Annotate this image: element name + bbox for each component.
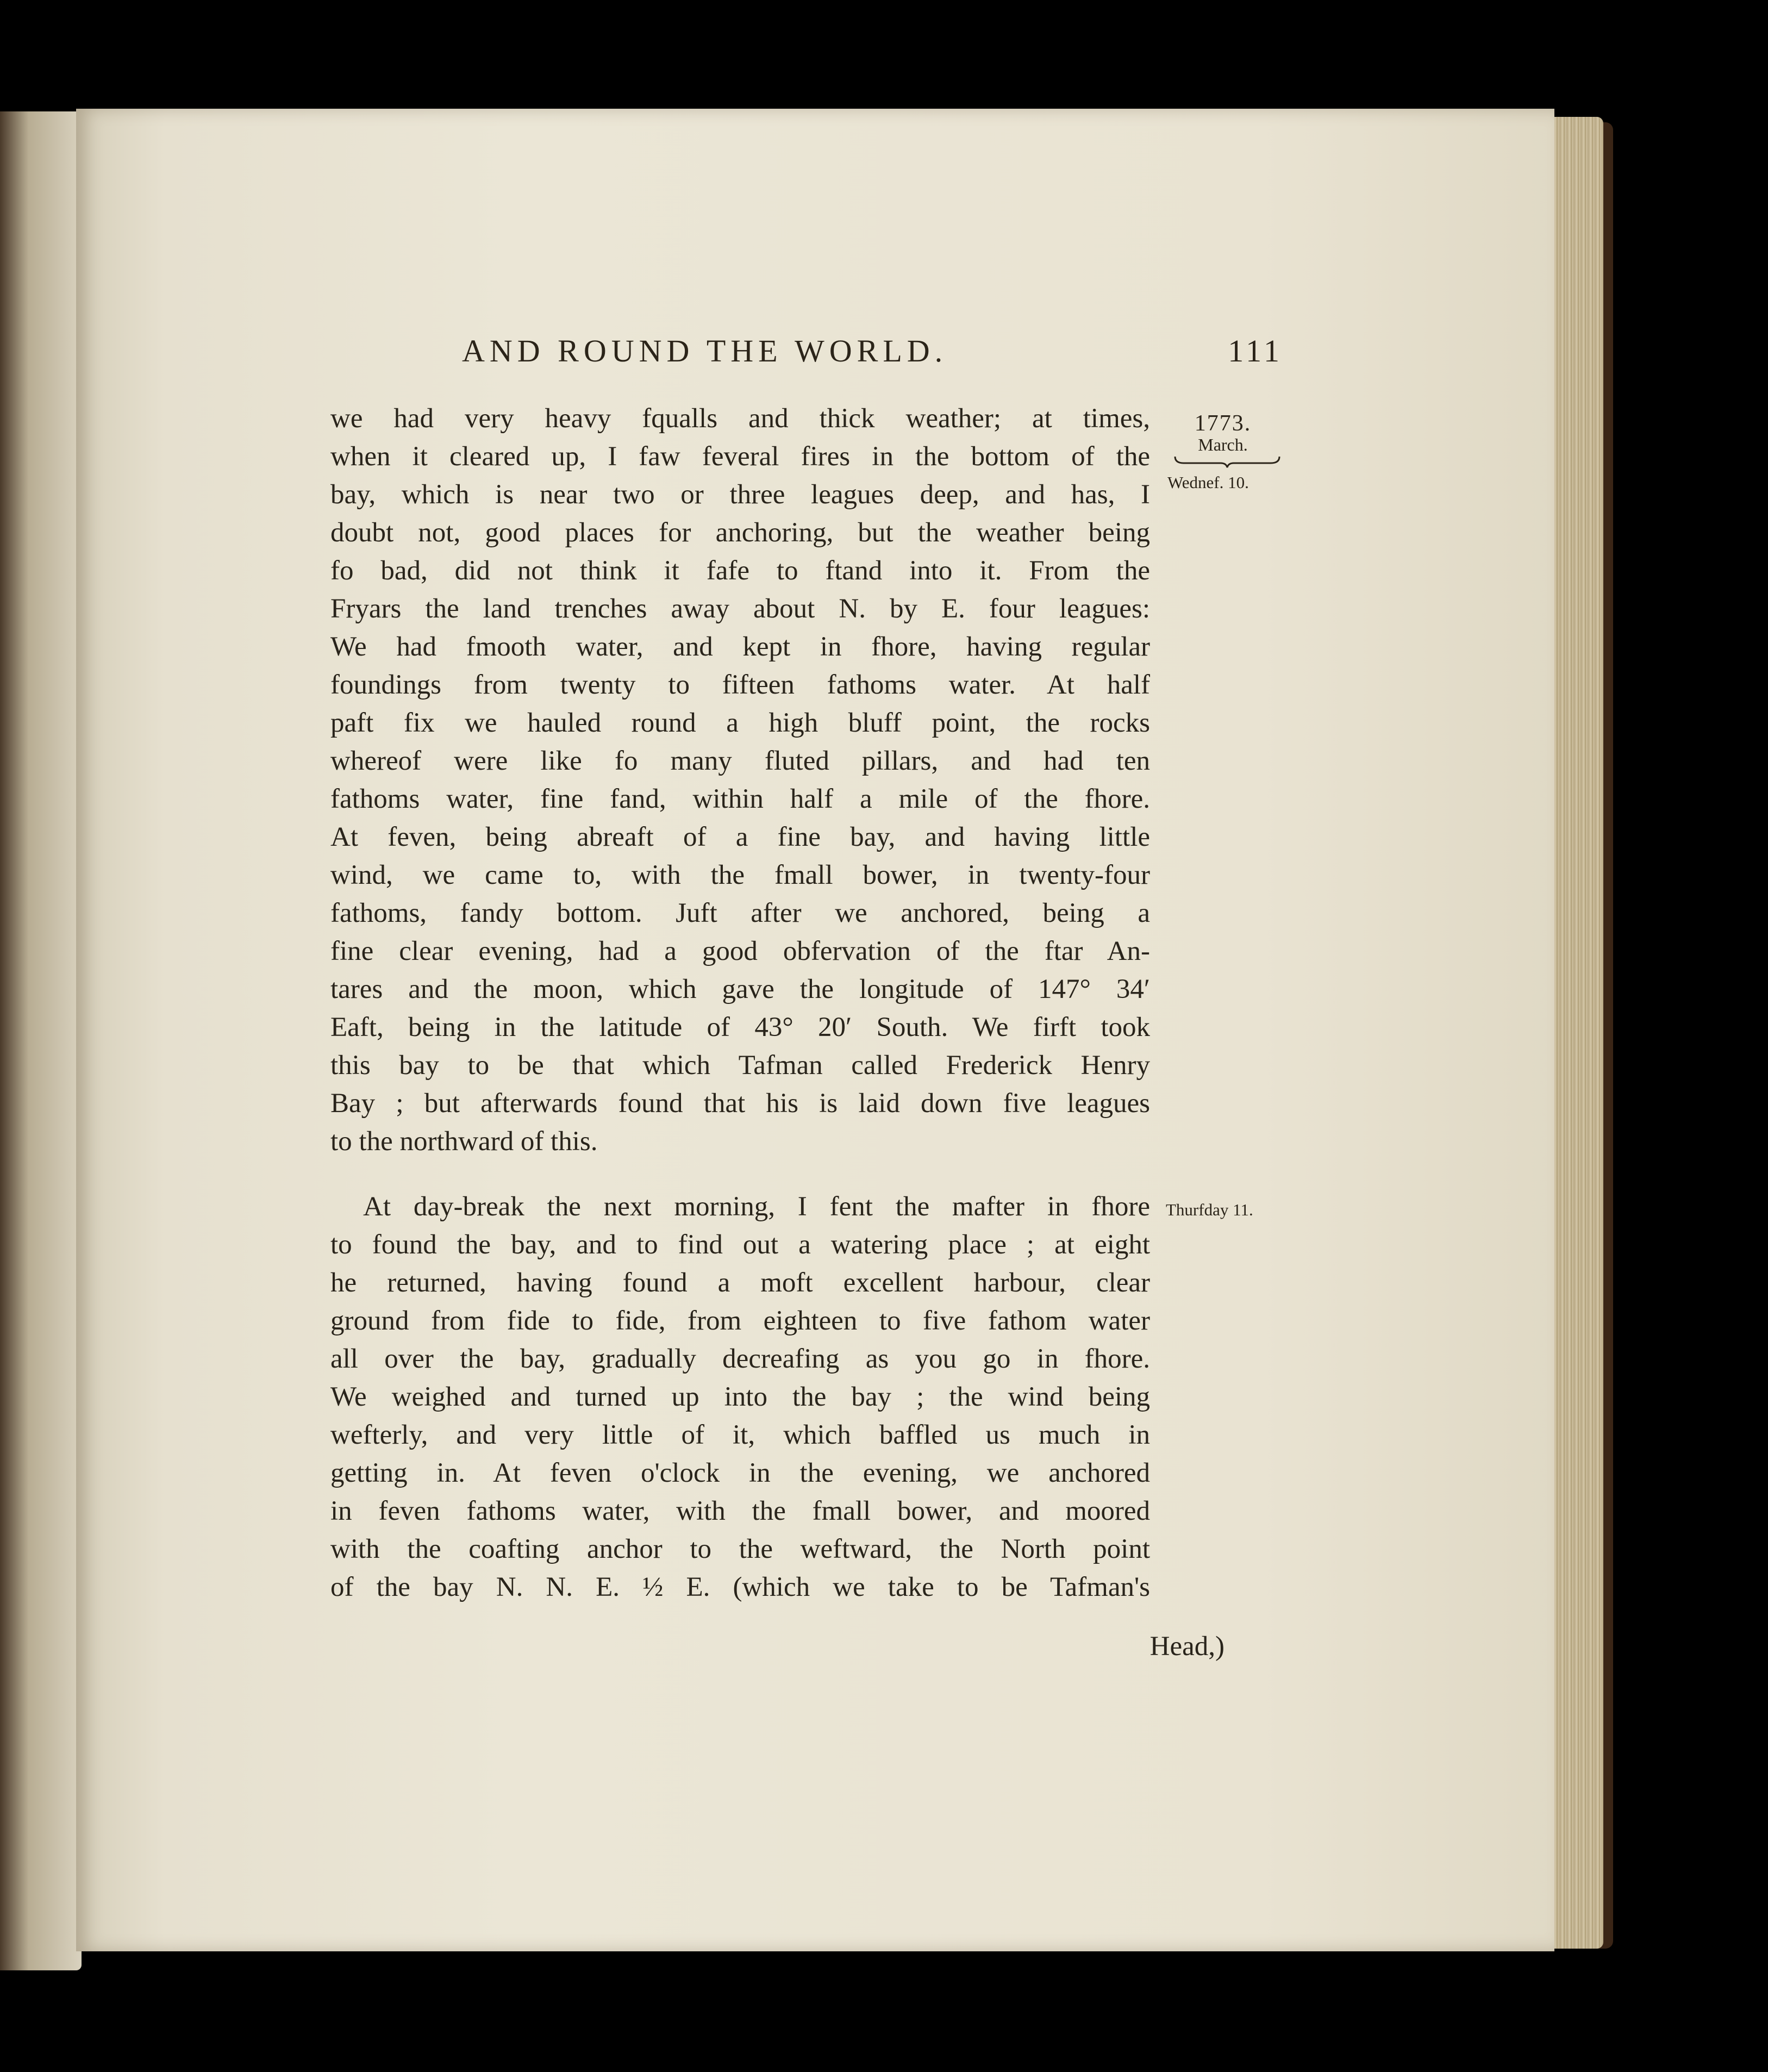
paragraph-2 [330, 1188, 1150, 1606]
text-line: foundings from twenty to fifteen fathoms water. At half [330, 670, 1150, 700]
text-line: wind, we came to, with the fmall bower, in twenty-four [330, 860, 1150, 890]
text-line: Bay ; but afterwards found that his is laid down five leagues [330, 1088, 1150, 1119]
text-line: fathoms water, fine fand, within half a mile of the fhore. [330, 784, 1150, 814]
text-line: when it cleared up, I faw feveral fires in the bottom of the [330, 441, 1150, 472]
text-line: doubt not, good places for anchoring, but the weather being [330, 517, 1150, 548]
page-number: 111 [1228, 333, 1283, 369]
margin-note-year: 1773. [1194, 411, 1252, 436]
margin-note-day-thursday: Thurfday 11. [1166, 1200, 1253, 1219]
text-line: in feven fathoms water, with the fmall bower, and moored [330, 1496, 1150, 1526]
text-line: wefterly, and very little of it, which baffled us much in [330, 1420, 1150, 1450]
text-line: getting in. At feven o'clock in the evening, we anchored [330, 1458, 1150, 1488]
text-line: ground from fide to fide, from eighteen to five fathom water [330, 1306, 1150, 1336]
catchword: Head,) [1149, 1631, 1225, 1662]
body-text [330, 400, 1150, 1606]
text-line: We weighed and turned up into the bay ; the wind being [330, 1382, 1150, 1412]
text-line: all over the bay, gradually decreafing as you go in fhore. [330, 1344, 1150, 1374]
text-line: tares and the moon, which gave the longitude of 147° 34′ [330, 974, 1150, 1004]
paragraph-1 [330, 400, 1150, 1160]
text-line: this bay to be that which Tafman called Frederick Henry [330, 1050, 1150, 1081]
text-line: fine clear evening, had a good obfervation of the ftar An- [330, 936, 1150, 966]
text-line: Fryars the land trenches away about N. by E. four leagues: [330, 594, 1150, 624]
page-header [326, 333, 1283, 382]
running-title: AND ROUND THE WORLD. [462, 333, 948, 369]
text-line: fathoms, fandy bottom. Juft after we anchored, being a [330, 898, 1150, 928]
text-line: At feven, being abreaft of a fine bay, and having little [330, 822, 1150, 852]
text-line: to the northward of this. [330, 1126, 598, 1157]
margin-note-day-wednesday: Wednef. 10. [1167, 473, 1249, 492]
text-line: of the bay N. N. E. ½ E. (which we take to be Tafman's [330, 1572, 1150, 1602]
text-line: paft fix we hauled round a high bluff point, the rocks [330, 708, 1150, 738]
margin-brace-icon [1173, 455, 1282, 469]
text-line: he returned, having found a moft excellent harbour, clear [330, 1268, 1150, 1298]
text-line: whereof were like fo many fluted pillars, and had ten [330, 746, 1150, 776]
text-line: fo bad, did not think it fafe to ftand into it. From the [330, 556, 1150, 586]
text-line: Eaft, being in the latitude of 43° 20′ South. We firft took [330, 1012, 1150, 1043]
left-page-edge [0, 111, 82, 1970]
text-line: to found the bay, and to find out a watering place ; at eight [330, 1230, 1150, 1260]
text-line: We had fmooth water, and kept in fhore, having regular [330, 632, 1150, 662]
text-line: At day-break the next morning, I fent the mafter in fhore [363, 1191, 1150, 1222]
text-line: with the coafting anchor to the weftward, the North point [330, 1534, 1150, 1564]
margin-note-month: March. [1198, 435, 1248, 454]
text-line: bay, which is near two or three leagues deep, and has, I [330, 479, 1150, 510]
text-line: we had very heavy fqualls and thick weather; at times, [330, 403, 1150, 434]
